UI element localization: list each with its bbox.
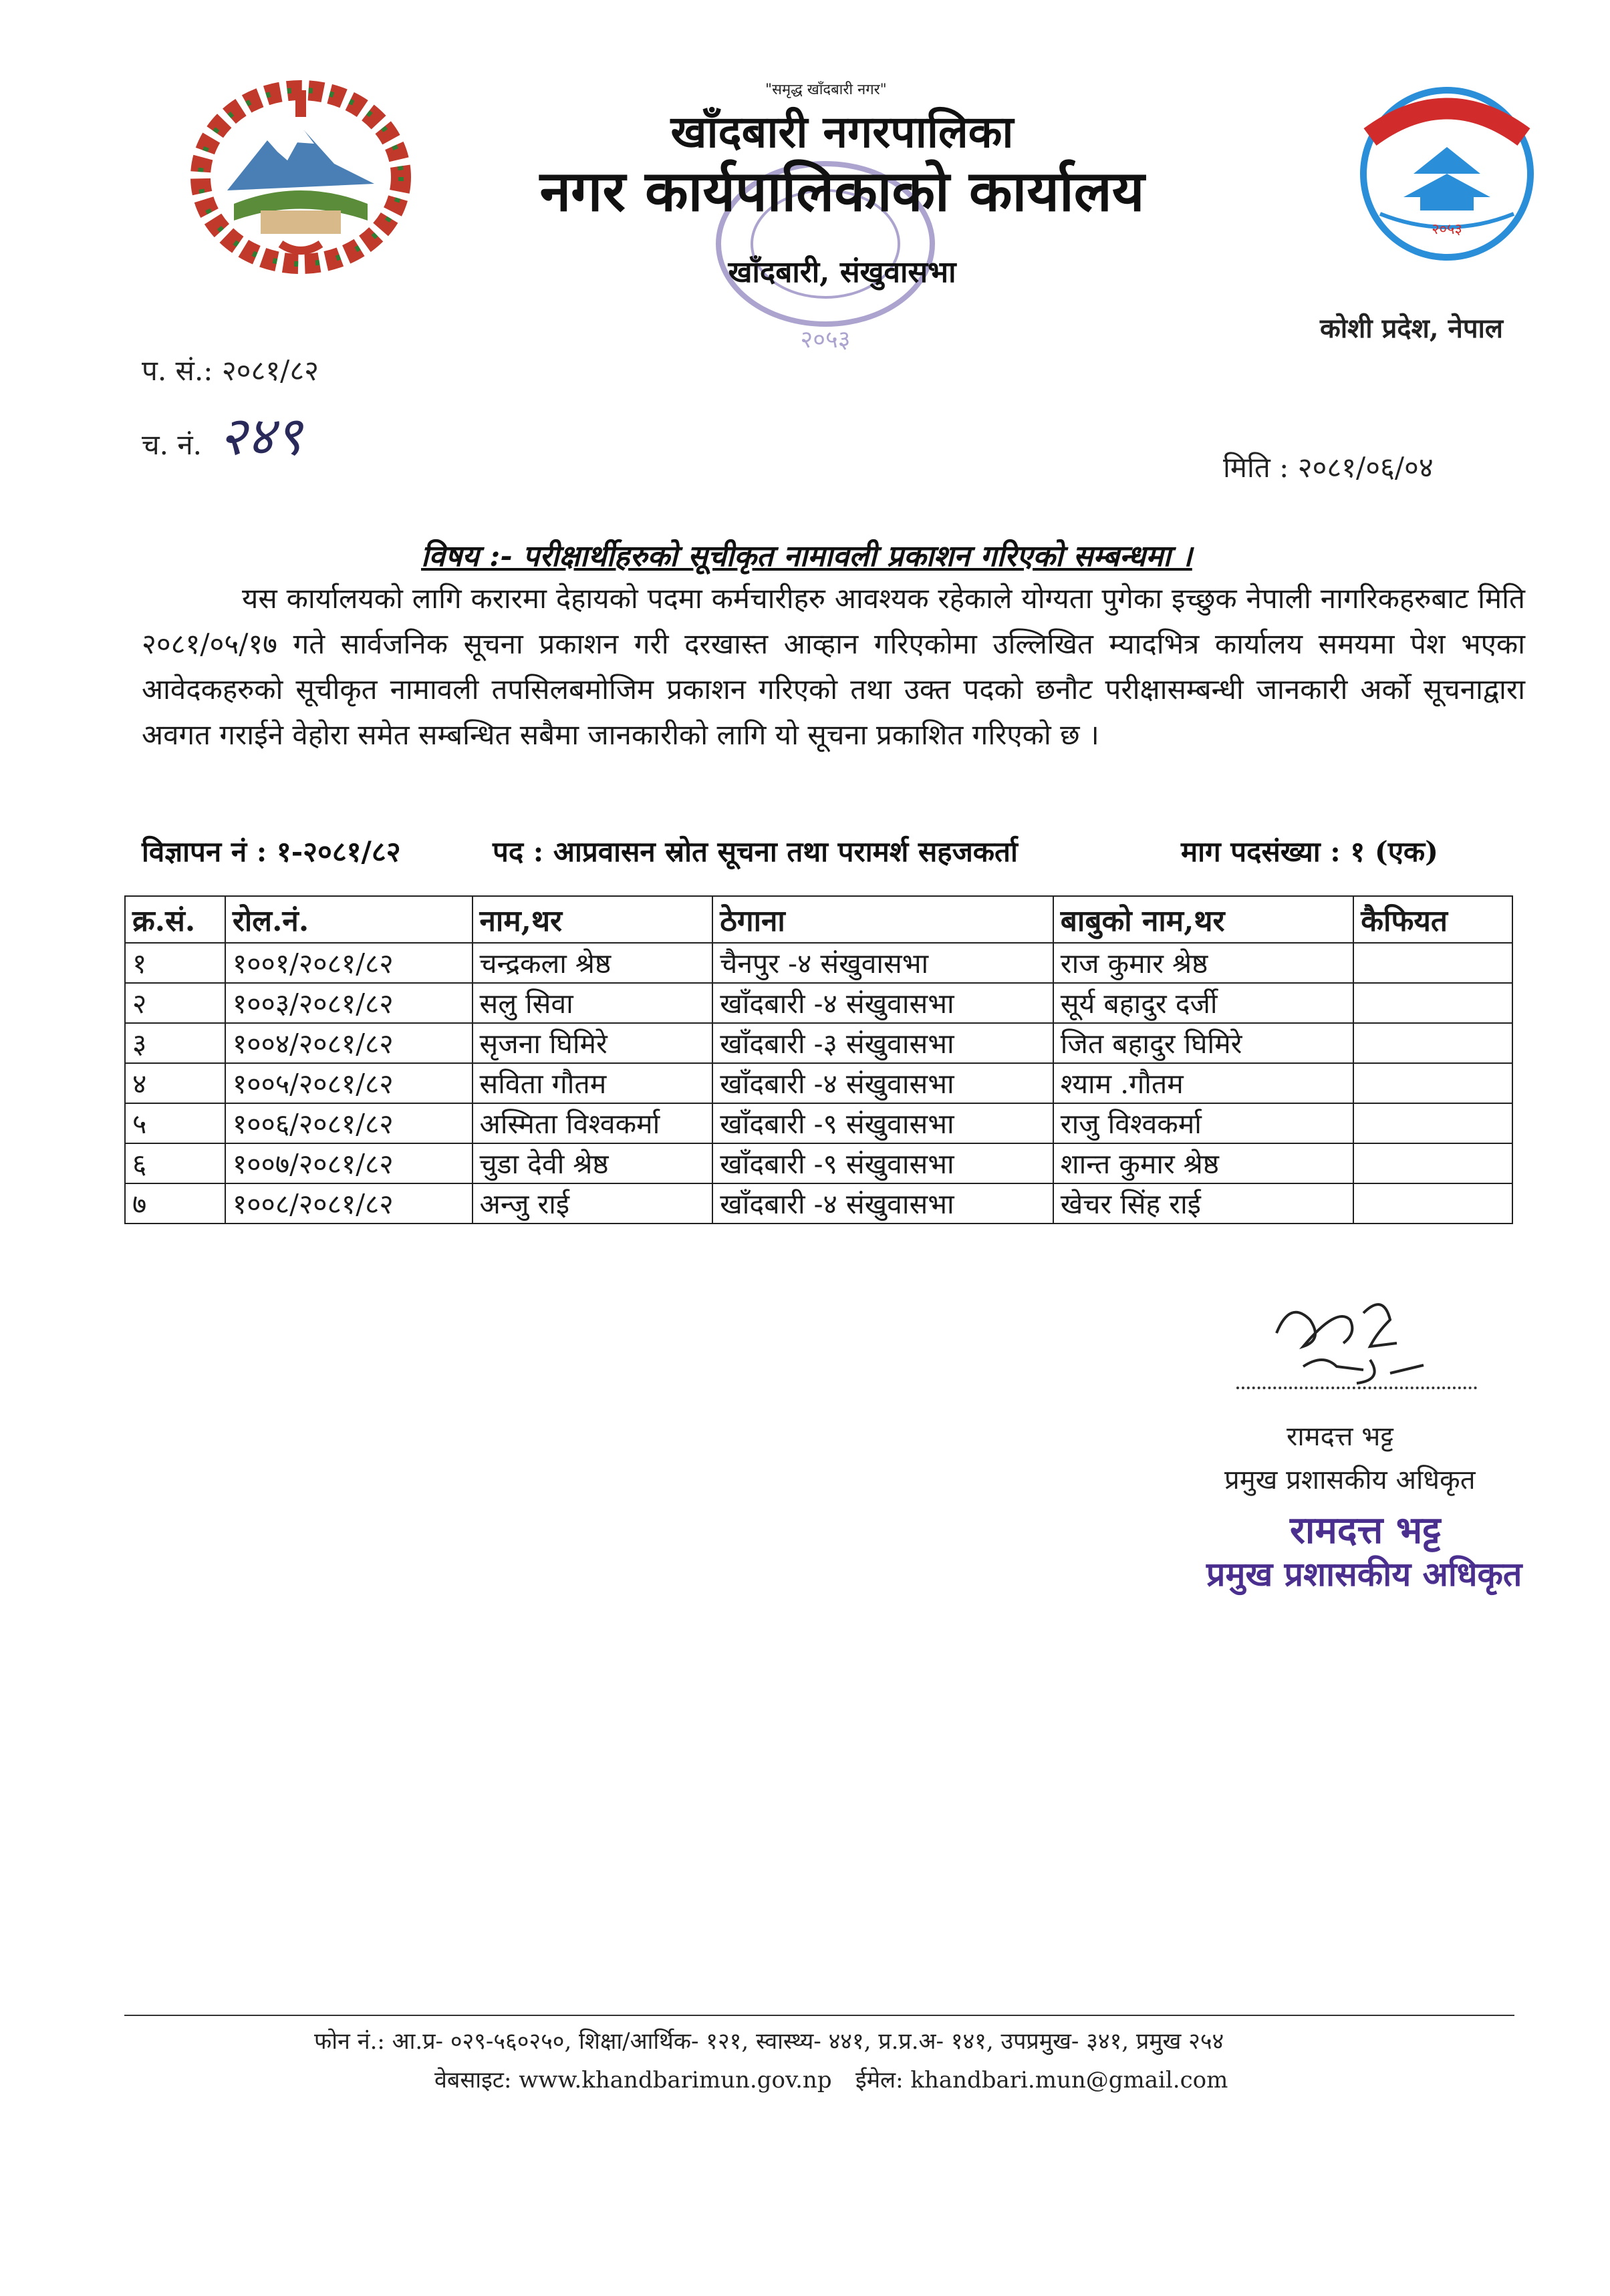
table-row	[125, 1103, 1512, 1143]
remarks-cell	[1353, 1183, 1512, 1224]
name-cell: अस्मिता विश्वकर्मा	[473, 1103, 713, 1143]
signature-line	[1236, 1387, 1477, 1389]
ps-number	[142, 351, 319, 389]
advert-post: पद : आप्रवासन स्रोत सूचना तथा परामर्श सहजकर्ता	[493, 835, 1018, 868]
office-name: नगर कार्यपालिकाको कार्यालय	[539, 158, 1145, 224]
motto: "समृद्ध खाँदबारी नगर"	[765, 82, 887, 98]
stamp-year: २०५३	[800, 326, 851, 353]
remarks-cell	[1353, 983, 1512, 1023]
father-name-cell: राजु विश्वकर्मा	[1053, 1103, 1353, 1143]
table-header: बाबुको नाम,थर	[1053, 896, 1353, 943]
signatory-title: प्रमुख प्रशासकीय अधिकृत	[1224, 1465, 1476, 1495]
date-value: २०८१/०६/०४	[1297, 451, 1434, 484]
name-cell: सविता गौतम	[473, 1063, 713, 1103]
address-cell: खाँदबारी -४ संखुवासभा	[712, 1063, 1053, 1103]
office-address: खाँदबारी, संखुवासभा	[728, 255, 956, 289]
serial-cell: ५	[125, 1103, 225, 1143]
footer-website: वेबसाइट: www.khandbarimun.gov.np	[434, 2067, 832, 2094]
footer-phone: फोन नं.: आ.प्र- ०२९-५६०२५०, शिक्षा/आर्थिक- १२१, स्वास्थ्य- ४४१, प्र.प्र.अ- १४१, उपप्रमुख- ३४१, प्रमुख २५४	[314, 2028, 1224, 2055]
advert-demand: माग पदसंख्या : १ (एक)	[1181, 835, 1439, 868]
handwritten-signature-icon	[1263, 1293, 1437, 1393]
father-name-cell: खेचर सिंह राई	[1053, 1183, 1353, 1224]
cn-label: च. नं.	[142, 428, 203, 461]
candidate-table	[124, 895, 1513, 1224]
nepal-emblem-icon	[187, 77, 414, 277]
date-label: मिति :	[1223, 451, 1289, 484]
cn-number	[142, 398, 302, 470]
father-name-cell: शान्त कुमार श्रेष्ठ	[1053, 1143, 1353, 1183]
name-cell: सलु सिवा	[473, 983, 713, 1023]
table-row	[125, 1183, 1512, 1224]
serial-cell: १	[125, 943, 225, 983]
remarks-cell	[1353, 1103, 1512, 1143]
father-name-cell: राज कुमार श्रेष्ठ	[1053, 943, 1353, 983]
table-row	[125, 983, 1512, 1023]
name-cell: चुडा देवी श्रेष्ठ	[473, 1143, 713, 1183]
remarks-cell	[1353, 1143, 1512, 1183]
body-paragraph: यस कार्यालयको लागि करारमा देहायको पदमा कर्मचारीहरु आवश्यक रहेकाले योग्यता पुगेका इच्छुक नेपाली नागरिकहरुबाट मिति २०८१/०५/१७ गते सार्वजनिक सूचना प्रकाशन गरी दरखास्त आव्हान गरिएकोमा उल्लिखित म्यादभित्र कार्यालय समयमा पेश भएका आवेदकहरुको सूचीकृत नामावली तपसिलबमोजिम प्रकाशन गरिएको तथा उक्त पदको छनौट परीक्षासम्बन्धी जानकारी अर्को सूचनाद्वारा अवगत गराईने वेहोरा समेत सम्बन्धित सबैमा जानकारीको लागि यो सूचना प्रकाशित गरिएको छ ।	[142, 582, 1525, 751]
serial-cell: ४	[125, 1063, 225, 1103]
address-cell: खाँदबारी -९ संखुवासभा	[712, 1103, 1053, 1143]
address-cell: खाँदबारी -३ संखुवासभा	[712, 1023, 1053, 1063]
roll-cell: १००४/२०८१/८२	[225, 1023, 473, 1063]
remarks-cell	[1353, 943, 1512, 983]
table-header: नाम,थर	[473, 896, 713, 943]
table-header: क्र.सं.	[125, 896, 225, 943]
footer-email: ईमेल: khandbari.mun@gmail.com	[855, 2067, 1228, 2094]
roll-cell: १००८/२०८१/८२	[225, 1183, 473, 1224]
advert-number: विज्ञापन नं : १-२०८१/८२	[142, 835, 401, 868]
letter-date	[1223, 448, 1434, 486]
table-row	[125, 1063, 1512, 1103]
signatory-name: रामदत्त भट्ट	[1287, 1421, 1393, 1452]
municipality-logo-icon	[1340, 74, 1554, 267]
name-cell: सृजना घिमिरे	[473, 1023, 713, 1063]
roll-cell: १००१/२०८१/८२	[225, 943, 473, 983]
remarks-cell	[1353, 1063, 1512, 1103]
address-cell: खाँदबारी -४ संखुवासभा	[712, 983, 1053, 1023]
father-name-cell: सूर्य बहादुर दर्जी	[1053, 983, 1353, 1023]
table-row	[125, 1023, 1512, 1063]
address-cell: चैनपुर -४ संखुवासभा	[712, 943, 1053, 983]
roll-cell: १००३/२०८१/८२	[225, 983, 473, 1023]
municipality-name: खाँदबारी नगरपालिका	[670, 106, 1014, 158]
address-cell: खाँदबारी -९ संखुवासभा	[712, 1143, 1053, 1183]
logo-year: २०५३	[1432, 221, 1462, 238]
subject-line: विषय :- परीक्षार्थीहरुको सूचीकृत नामावली प्रकाशन गरिएको सम्बन्धमा ।	[421, 539, 1192, 573]
table-header: ठेगाना	[712, 896, 1053, 943]
serial-cell: ७	[125, 1183, 225, 1224]
serial-cell: ३	[125, 1023, 225, 1063]
table-header-row	[125, 896, 1512, 943]
roll-cell: १००५/२०८१/८२	[225, 1063, 473, 1103]
cn-value: २४९	[219, 405, 303, 467]
remarks-cell	[1353, 1023, 1512, 1063]
serial-cell: ६	[125, 1143, 225, 1183]
table-row	[125, 1143, 1512, 1183]
name-cell: चन्द्रकला श्रेष्ठ	[473, 943, 713, 983]
serial-cell: २	[125, 983, 225, 1023]
roll-cell: १००७/२०८१/८२	[225, 1143, 473, 1183]
stamp-signatory-name: रामदत्त भट्ट	[1290, 1508, 1441, 1552]
table-row	[125, 943, 1512, 983]
table-header: रोल.नं.	[225, 896, 473, 943]
province: कोशी प्रदेश, नेपाल	[1320, 313, 1504, 344]
table-header: कैफियत	[1353, 896, 1512, 943]
roll-cell: १००६/२०८१/८२	[225, 1103, 473, 1143]
address-cell: खाँदबारी -४ संखुवासभा	[712, 1183, 1053, 1224]
name-cell: अन्जु राई	[473, 1183, 713, 1224]
father-name-cell: श्याम .गौतम	[1053, 1063, 1353, 1103]
footer-divider	[124, 2015, 1514, 2016]
ps-value: २०८१/८२	[221, 354, 319, 387]
stamp-signatory-title: प्रमुख प्रशासकीय अधिकृत	[1206, 1554, 1522, 1594]
ps-label: प. सं.:	[142, 354, 213, 387]
father-name-cell: जित बहादुर घिमिरे	[1053, 1023, 1353, 1063]
